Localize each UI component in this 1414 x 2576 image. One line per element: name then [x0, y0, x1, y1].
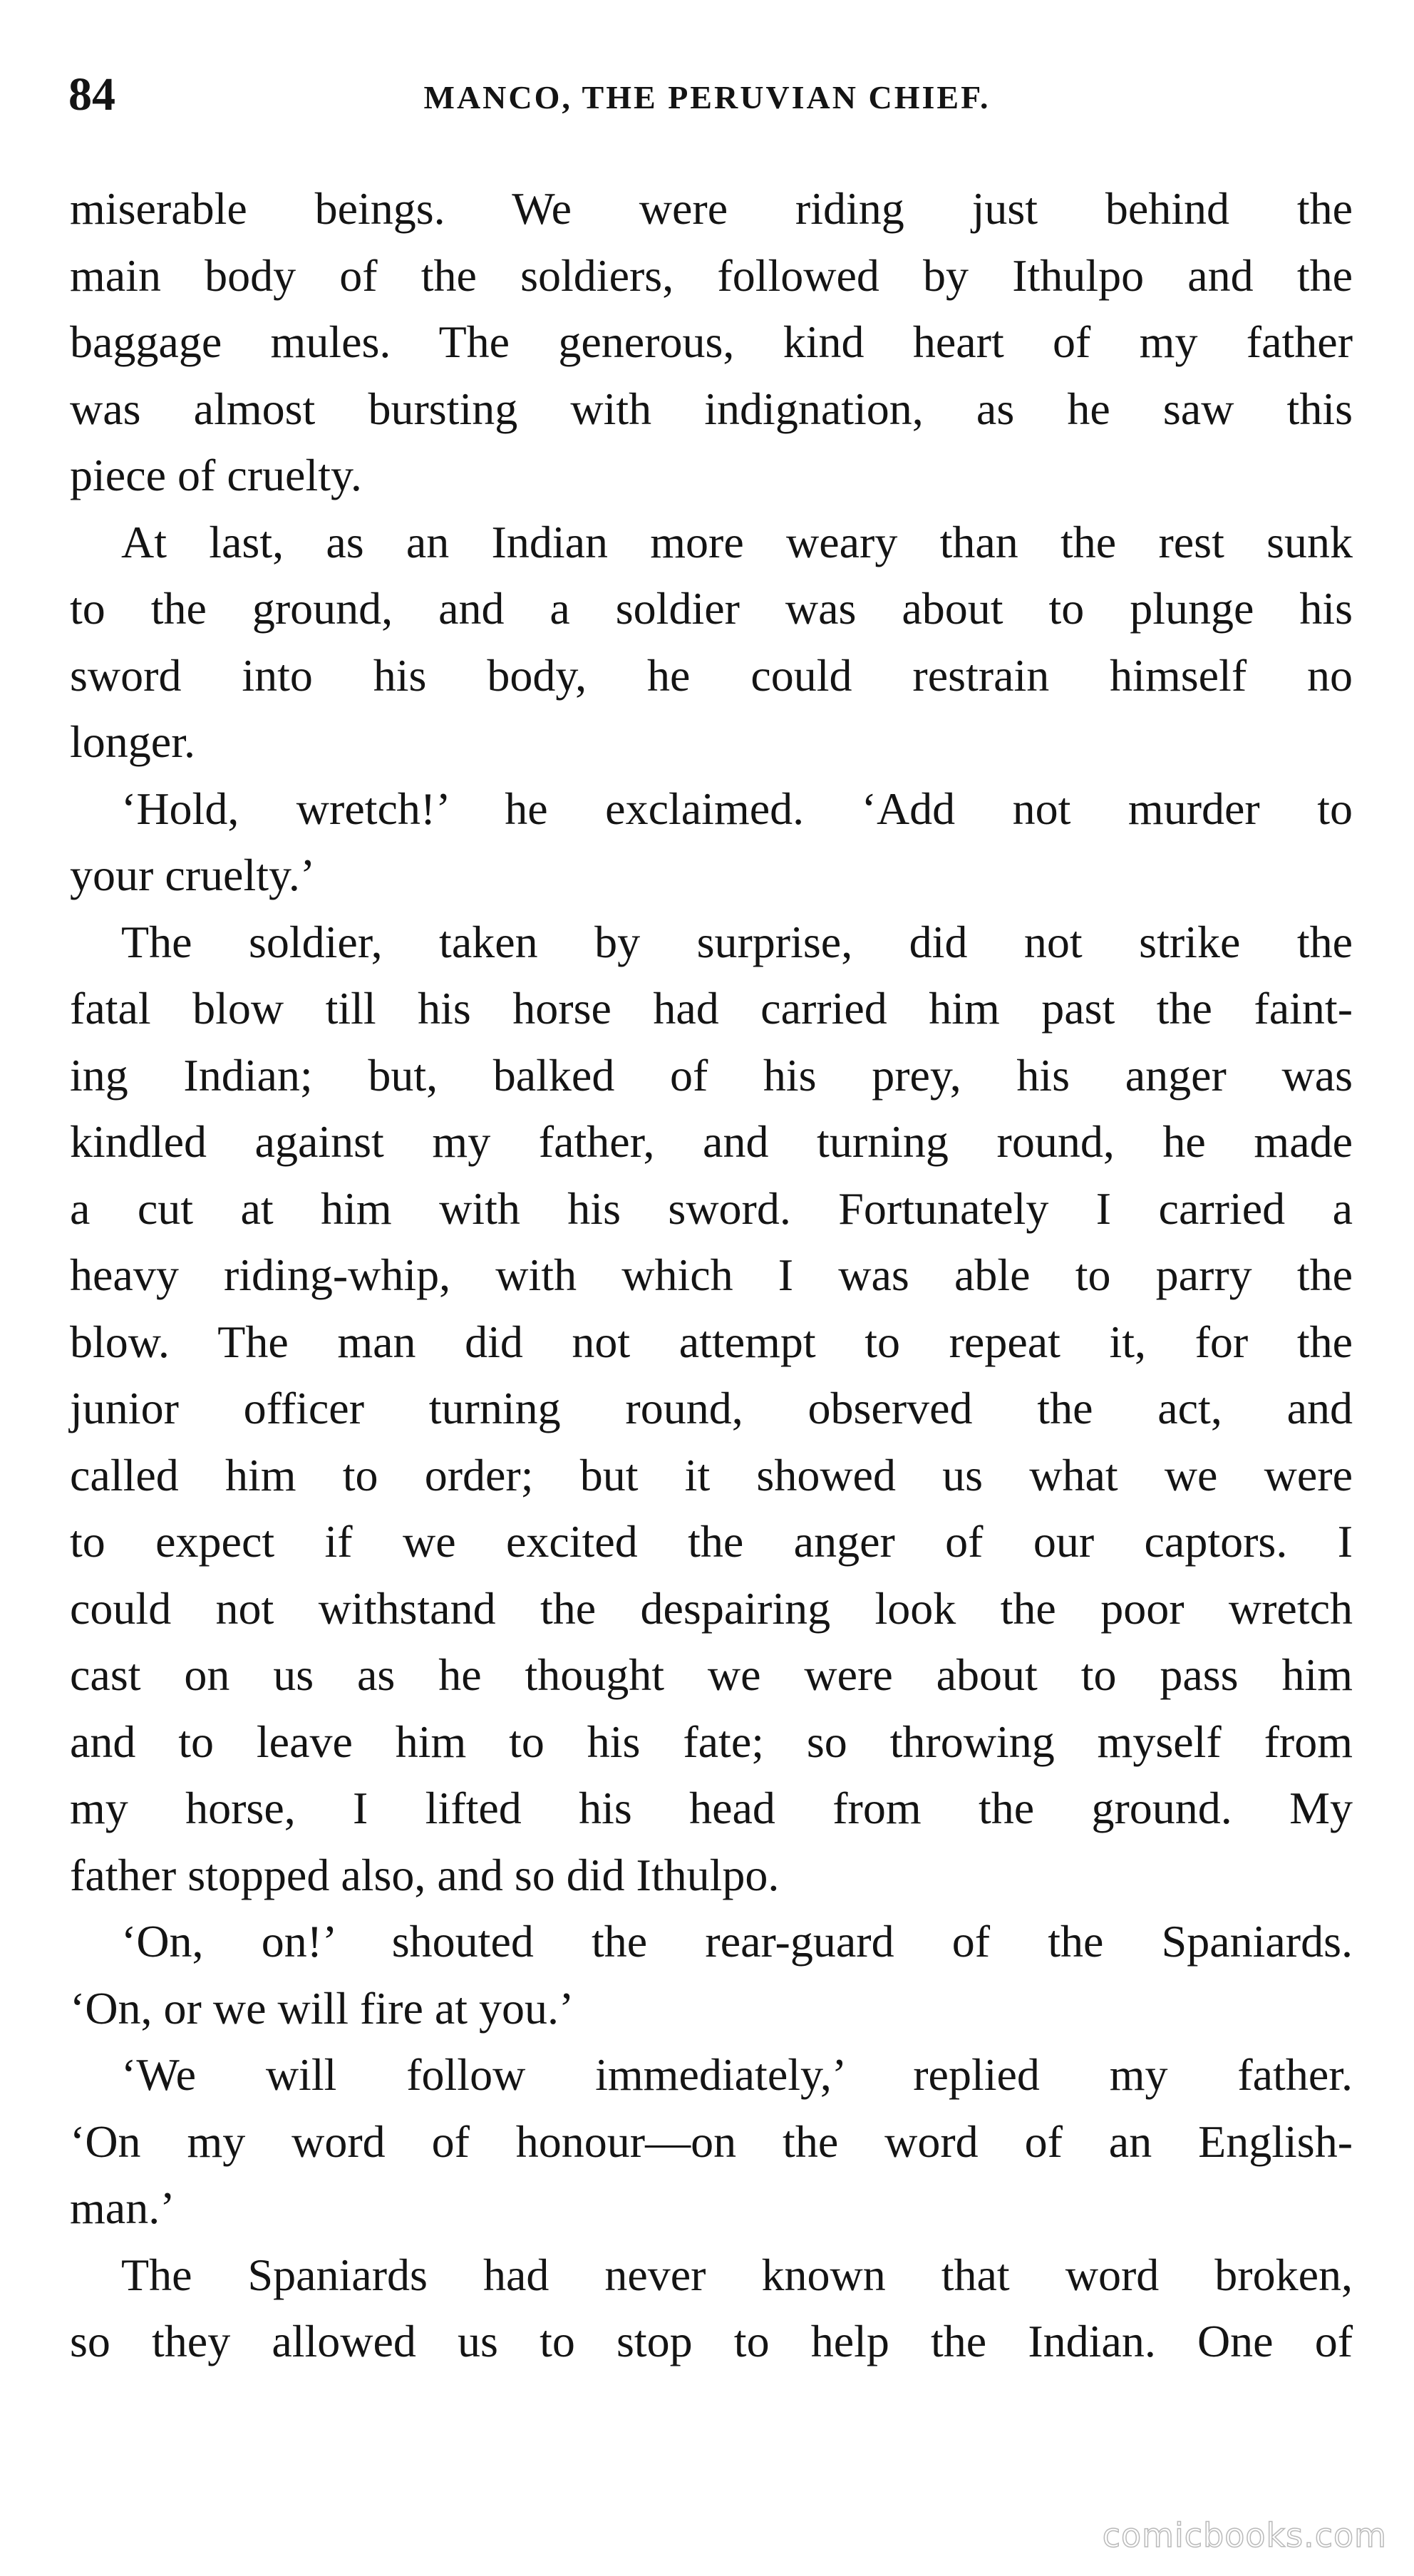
text-line: to the ground, and a soldier was about to plunge his [70, 583, 1353, 634]
text-line: ‘We will follow immediately,’ replied my father. [121, 2049, 1353, 2100]
text-line: ‘On, or we will fire at you.’ [70, 1982, 574, 2034]
page-header [68, 64, 1346, 135]
text-line: and to leave him to his fate; so throwing myself from [70, 1716, 1353, 1767]
text-line: ‘On my word of honour—on the word of an English- [70, 2116, 1353, 2167]
text-line: main body of the soldiers, followed by Ithulpo and the [70, 249, 1353, 301]
text-line: your cruelty.’ [70, 850, 316, 900]
running-title: MANCO, THE PERUVIAN CHIEF. [423, 79, 991, 115]
text-line: to expect if we excited the anger of our captors. I [70, 1516, 1353, 1567]
text-line: cast on us as he thought we were about to pass him [70, 1649, 1353, 1700]
text-line: called him to order; but it showed us what we were [70, 1449, 1353, 1500]
text-line: junior officer turning round, observed the act, and [70, 1383, 1353, 1433]
text-line: so they allowed us to stop to help the Indian. One of [70, 2316, 1353, 2366]
text-line: could not withstand the despairing look the poor wretch [70, 1582, 1353, 1634]
text-line: heavy riding-whip, with which I was able to parry the [70, 1250, 1353, 1300]
text-line: blow. The man did not attempt to repeat it, for the [70, 1316, 1353, 1367]
watermark: comicbooks.com [1102, 2516, 1387, 2555]
text-line: fatal blow till his horse had carried him past the faint- [70, 983, 1353, 1034]
text-line: The soldier, taken by surprise, did not strike the [121, 916, 1353, 967]
body-text [70, 175, 1353, 2375]
text-line: ‘On, on!’ shouted the rear-guard of the Spaniards. [121, 1916, 1353, 1967]
text-line: kindled against my father, and turning round, he made [70, 1116, 1353, 1167]
text-line: longer. [70, 716, 195, 767]
text-line: piece of cruelty. [70, 450, 362, 500]
text-line: sword into his body, he could restrain himself no [70, 649, 1353, 701]
page-number: 84 [68, 68, 115, 120]
text-line: man.’ [70, 2183, 175, 2233]
text-line: The Spaniards had never known that word broken, [121, 2249, 1353, 2300]
text-line: father stopped also, and so did Ithulpo. [70, 1849, 780, 1900]
text-line: At last, as an Indian more weary than the rest sunk [121, 516, 1353, 567]
text-line: ing Indian; but, balked of his prey, his anger was [70, 1049, 1353, 1101]
text-line: ‘Hold, wretch!’ he exclaimed. ‘Add not murder to [121, 783, 1353, 834]
text-line: baggage mules. The generous, kind heart of my father [70, 316, 1353, 367]
text-line: a cut at him with his sword. Fortunately I carried a [70, 1183, 1353, 1234]
text-line: miserable beings. We were riding just behind the [70, 183, 1353, 234]
text-line: was almost bursting with indignation, as he saw this [70, 383, 1353, 434]
text-line: my horse, I lifted his head from the ground. My [70, 1783, 1353, 1833]
